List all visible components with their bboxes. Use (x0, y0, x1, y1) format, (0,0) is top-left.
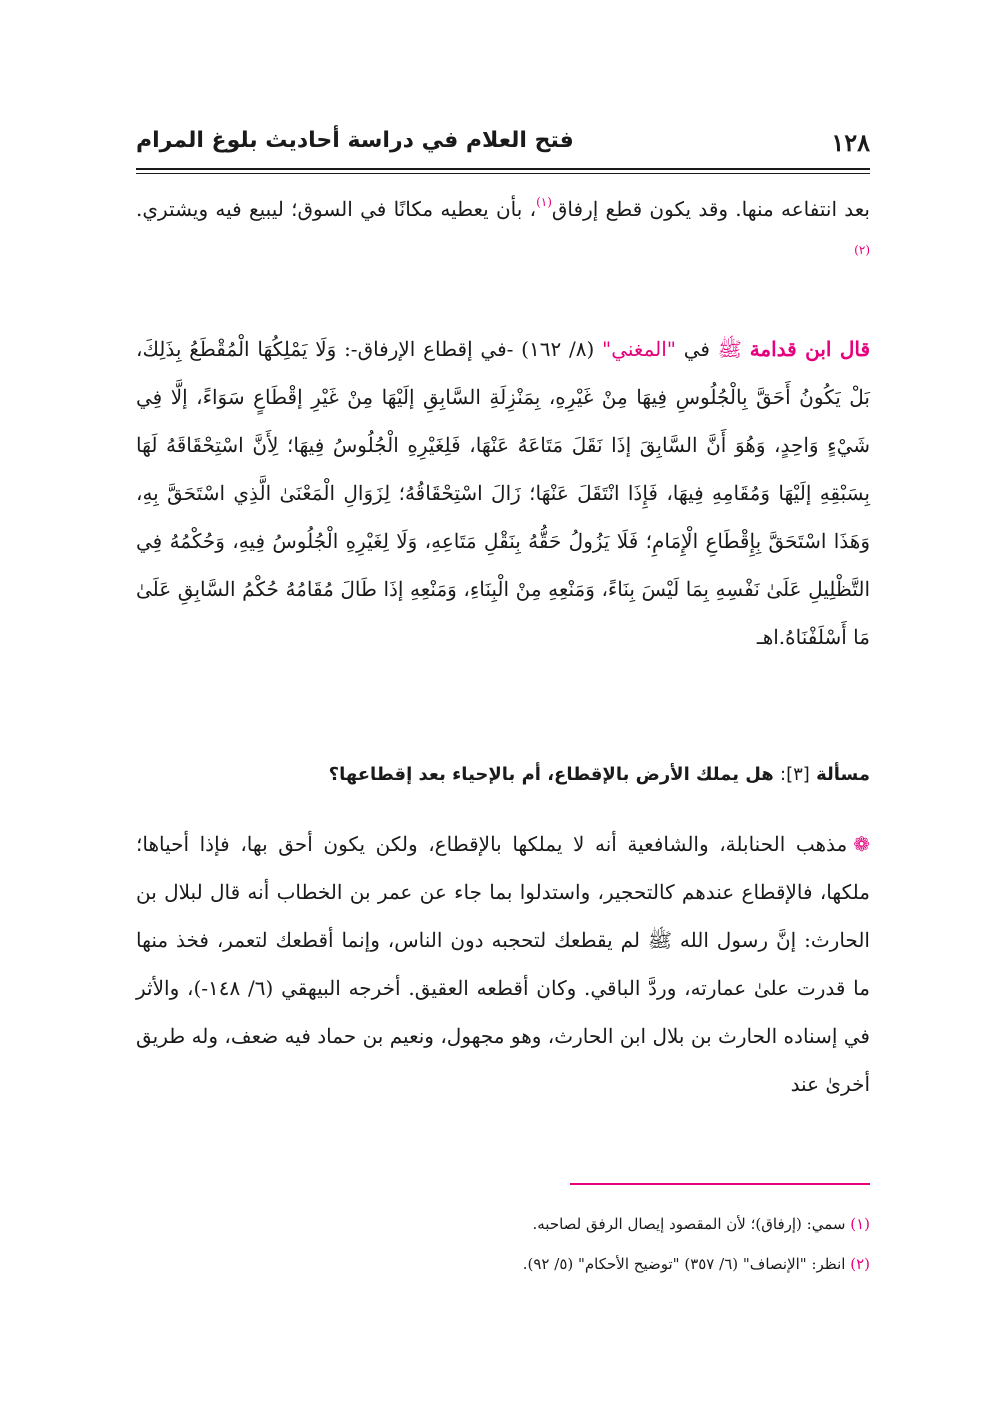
quoted-text: وَلَا يَمْلِكُهَا الْمُقْطَعُ بِذَلِكَ، بَلْ يَكُونُ أَحَقَّ بِالْجُلُوسِ فِيهَا مِنْ غَيْرِهِ، بِمَنْزِلَةِ السَّابِقِ إلَيْهَا مِنْ غَيْرِ إقْطَاعٍ سَوَاءً، إلَّا فِي شَيْءٍ وَاحِدٍ، وَهُوَ أَنَّ السَّابِقَ إذَا نَقَلَ مَتَاعَهُ عَنْهَا، فَلِغَيْرِهِ الْجُلُوسُ فِيهَا؛ لِأَنَّ اسْتِحْقَاقَهُ لَهَا بِسَبْقِهِ إلَيْهَا وَمُقَامِهِ فِيهَا، فَإِذَا انْتَقَلَ عَنْهَا؛ زَالَ اسْتِحْقَاقُهُ؛ لِزَوَالِ الْمَعْنَىٰ الَّذِي اسْتَحَقَّ بِهِ، وَهَذَا اسْتَحَقَّ بِإِقْطَاعِ الْإِمَامِ؛ فَلَا يَزُولُ حَقُّهُ بِنَقْلِ مَتَاعِهِ، وَلَا لِغَيْرِهِ الْجُلُوسُ فِيهِ، وَحُكْمُهُ فِي التَّظْلِيلِ عَلَىٰ نَفْسِهِ بِمَا لَيْسَ بِنَاءً، وَمَنْعِهِ مِنْ الْبِنَاءِ، وَمَنْعِهِ إذَا طَالَ مُقَامُهُ حُكْمُ السَّابِقِ عَلَىٰ مَا أَسْلَفْنَاهُ.اهـ (136, 337, 871, 649)
source-reference: (٨/ ١٦٢) -في إقطاع الإرفاق-: (336, 337, 603, 361)
paragraph-text: بعد انتفاعه منها. وقد يكون قطع إرفاق (551, 197, 870, 221)
quoted-author: قال ابن قدامة (749, 337, 871, 361)
footnote-ref-1[interactable]: (١) (536, 195, 552, 209)
paragraph-text: ، بأن يعطيه مكانًا في السوق؛ ليبيع فيه ويشتري. (136, 197, 537, 221)
paragraph-answer (136, 820, 870, 1108)
footnote-2 (136, 1252, 870, 1276)
flower-ornament-icon: ❁ (853, 832, 870, 856)
paragraph-quote (136, 325, 870, 661)
question-text: هل يملك الأرض بالإقطاع، أم بالإحياء بعد إقطاعها؟ (328, 764, 781, 785)
footnote-number: (٢) (850, 1255, 870, 1273)
header-rule-thin (136, 173, 870, 174)
question-heading (136, 760, 870, 790)
honorific-glyph: ﷺ (710, 337, 750, 361)
page-number: ١٢٨ (831, 128, 870, 157)
question-number: [٣]: (780, 764, 810, 785)
footnote-ref-2[interactable]: (٢) (854, 243, 870, 257)
source-title: "المغني" (602, 337, 676, 361)
header-rule (136, 168, 870, 170)
question-label: مسألة (809, 764, 870, 785)
source-intro: في (676, 337, 710, 361)
footnote-text: سمي: (إرفاق)؛ لأن المقصود إيصال الرفق لصاحبه. (532, 1215, 851, 1233)
answer-text: مذهب الحنابلة، والشافعية أنه لا يملكها بالإقطاع، ولكن يكون أحق بها، فإذا أحياها؛ ملكها، فالإقطاع عندهم كالتحجير، واستدلوا بما جاء عن عمر بن الخطاب أنه قال لبلال بن الحارث: إنَّ رسول الله ﷺ لم يقطعك لتحجبه دون الناس، وإنما أقطعك لتعمر، فخذ منها ما قدرت علىٰ عمارته، وردَّ الباقي. وكان أقطعه العقيق. أخرجه البيهقي (٦/ ١٤٨-)، والأثر في إسناده الحارث بن بلال ابن الحارث، وهو مجهول، ونعيم بن حماد فيه ضعف، وله طريق أخرىٰ عند (136, 832, 870, 1096)
footnote-number: (١) (850, 1215, 870, 1233)
running-title: فتح العلام في دراسة أحاديث بلوغ المرام (136, 128, 574, 153)
footnote-text: انظر: "الإنصاف" (٦/ ٣٥٧) "توضيح الأحكام" (٥/ ٩٢). (522, 1255, 851, 1273)
footnote-1 (136, 1212, 870, 1236)
page-header (136, 128, 870, 164)
footnote-separator (570, 1183, 870, 1185)
paragraph-intro (136, 185, 870, 281)
